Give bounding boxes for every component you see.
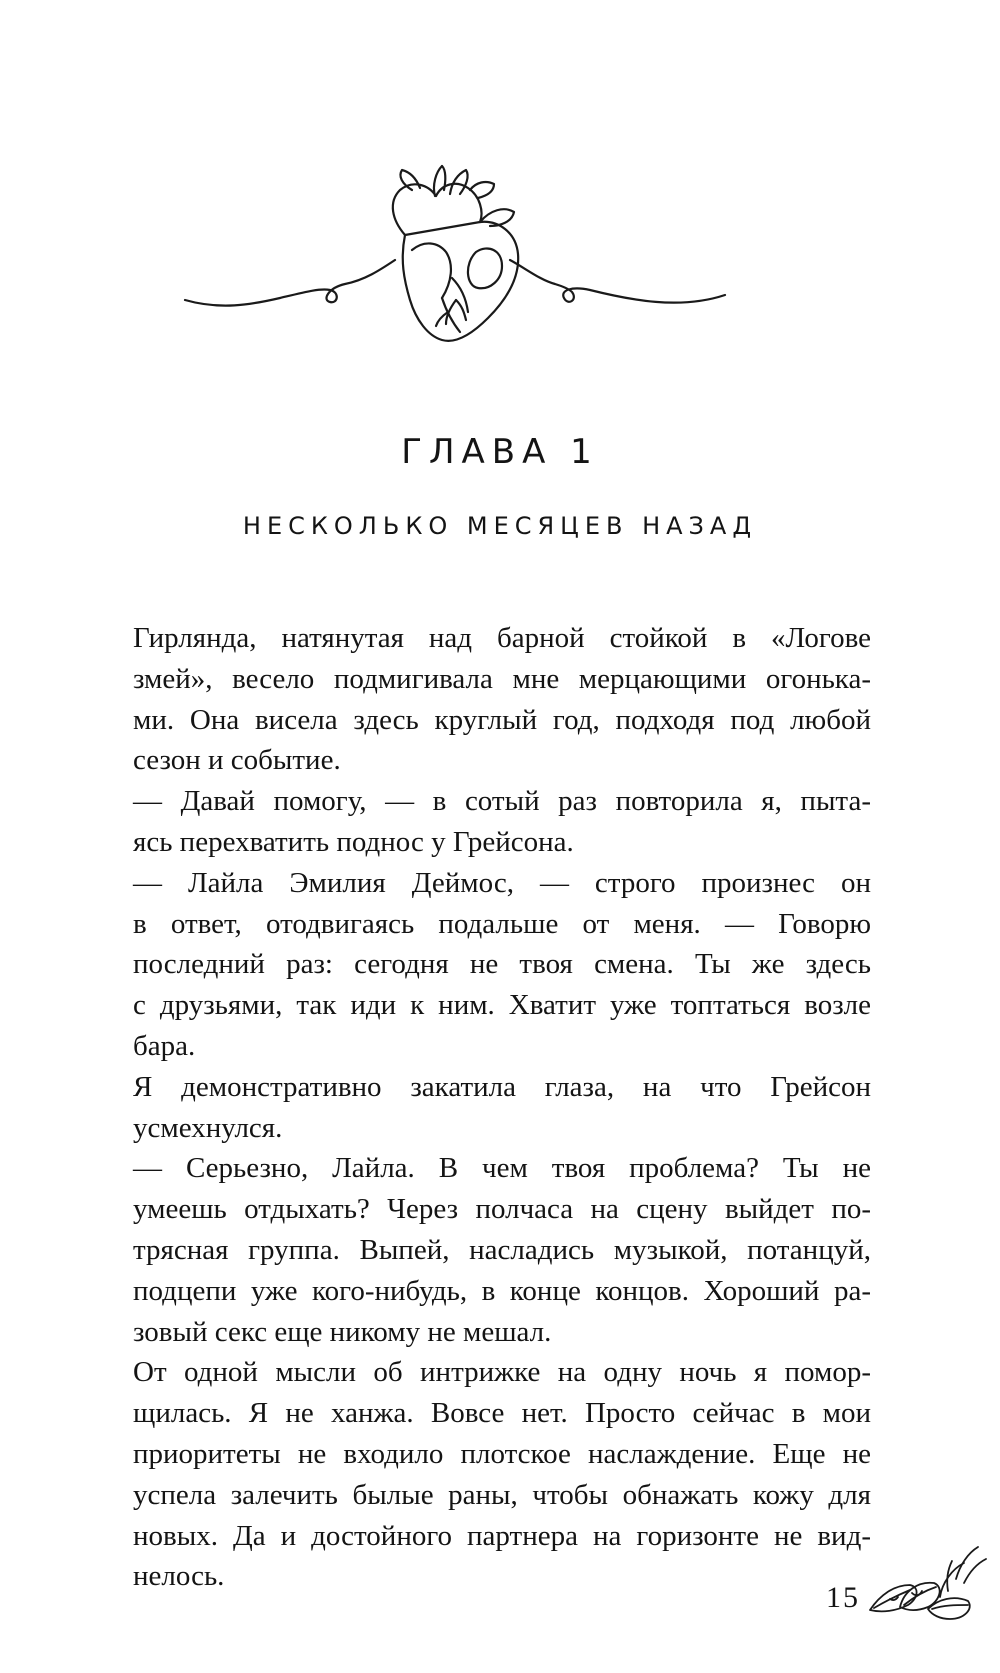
text-line: усмехнулся.: [133, 1111, 283, 1144]
text-line: щилась. Я не ханжа. Вовсе нет. Просто сейчас в мои: [133, 1397, 871, 1430]
chapter-subtitle: НЕСКОЛЬКО МЕСЯЦЕВ НАЗАД: [242, 512, 758, 540]
text-line: новых. Да и достойного партнера на горизонте не вид-: [133, 1519, 871, 1552]
text-line: успела залечить былые раны, чтобы обнажать кожу для: [133, 1478, 871, 1511]
text-line: подцепи уже кого-нибудь, в конце концов. Хороший ра-: [133, 1274, 871, 1307]
text-line: ясь перехватить поднос у Грейсона.: [133, 825, 574, 858]
text-line: последний раз: сегодня не твоя смена. Ты же здесь: [133, 948, 871, 981]
text-line: с друзьями, так иди к ним. Хватит уже топтаться возле: [133, 989, 871, 1022]
page-number: 15: [826, 1581, 860, 1614]
body-text: [133, 618, 871, 1597]
text-line: — Лайла Эмилия Деймос, — строго произнес он: [133, 866, 871, 899]
text-line: нелось.: [133, 1560, 225, 1593]
text-line: приоритеты не входило плотское наслаждение. Еще не: [133, 1437, 871, 1470]
text-line: ми. Она висела здесь круглый год, подходя под любой: [133, 703, 871, 736]
chapter-title: ГЛАВА 1: [401, 432, 599, 472]
text-line: Я демонстративно закатила глаза, на что Грейсон: [133, 1070, 871, 1103]
text-line: — Серьезно, Лайла. В чем твоя проблема? Ты не: [133, 1152, 871, 1185]
text-line: бара.: [133, 1029, 196, 1062]
leaves-ornament-icon: [860, 1535, 990, 1625]
text-line: От одной мысли об интрижке на одну ночь я помор-: [133, 1356, 871, 1389]
heart-ornament-icon: [180, 160, 780, 385]
text-line: змей», весело подмигивала мне мерцающими огонька-: [133, 662, 871, 695]
text-line: сезон и событие.: [133, 744, 341, 777]
text-line: в ответ, отодвигаясь подальше от меня. — Говорю: [133, 907, 871, 940]
text-line: — Давай помогу, — в сотый раз повторила я, пыта-: [133, 785, 871, 818]
text-line: трясная группа. Выпей, насладись музыкой, потанцуй,: [133, 1233, 871, 1266]
page-footer: [820, 1535, 990, 1625]
text-line: Гирлянда, натянутая над барной стойкой в «Логове: [133, 622, 871, 654]
text-line: зовый секс еще никому не мешал.: [133, 1315, 552, 1348]
text-line: умеешь отдыхать? Через полчаса на сцену выйдет по-: [133, 1193, 871, 1226]
